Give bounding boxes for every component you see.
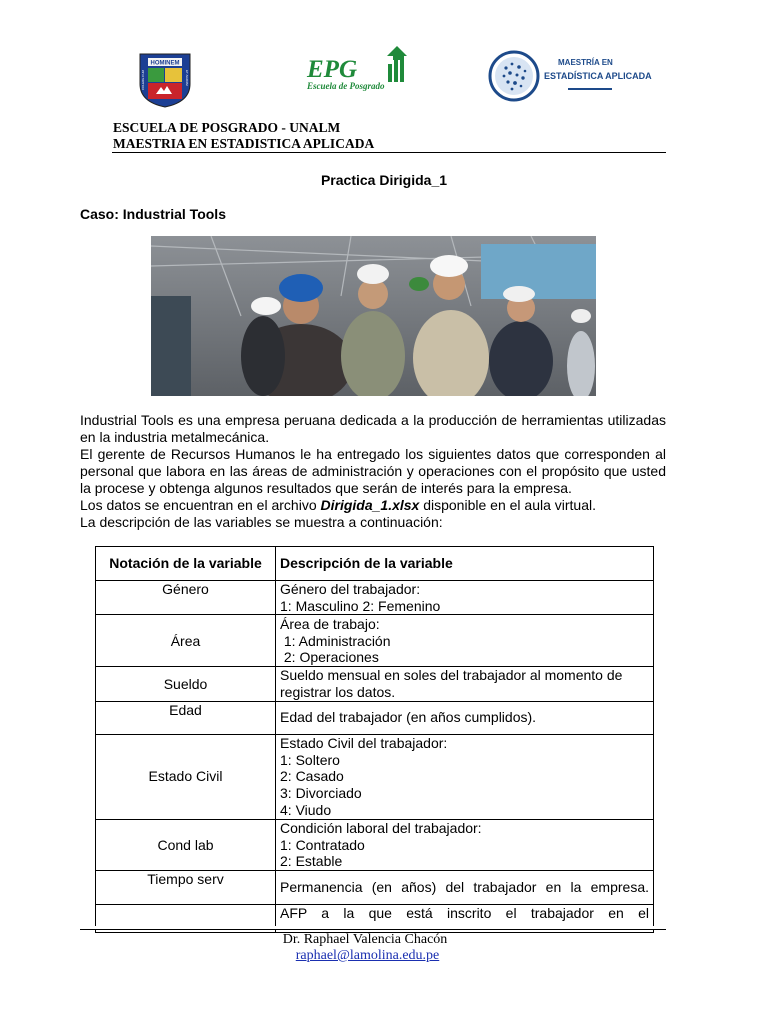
maestria-underline bbox=[568, 88, 612, 90]
case-title: Caso: Industrial Tools bbox=[80, 206, 226, 222]
unalm-motto-top: HOMINEM bbox=[150, 60, 180, 67]
table-row bbox=[96, 701, 654, 734]
row-estado-civil-desc: Estado Civil del trabajador: 1: Soltero 2: Casado 3: Divorciado 4: Viudo bbox=[276, 734, 654, 819]
paragraph-file bbox=[80, 497, 666, 514]
row-sueldo-name: Sueldo bbox=[96, 667, 276, 701]
row-edad-desc: Edad del trabajador (en años cumplidos). bbox=[276, 701, 654, 734]
row-genero-name: Género bbox=[96, 581, 276, 615]
row-afp-desc: AFP a la que está inscrito el trabajador en el bbox=[276, 904, 654, 932]
footer-email-link[interactable]: raphael@lamolina.edu.pe bbox=[295, 948, 440, 963]
table-row bbox=[96, 581, 654, 615]
table-row bbox=[96, 819, 654, 870]
school-name: ESCUELA DE POSGRADO - UNALM bbox=[113, 120, 341, 135]
maestria-logo bbox=[488, 50, 658, 102]
unalm-motto-side: COLERE CUM bbox=[141, 69, 145, 90]
document-title: Practica Dirigida_1 bbox=[320, 172, 448, 188]
body-text bbox=[80, 412, 666, 531]
unalm-motto-right: ET AGRUM bbox=[185, 70, 189, 86]
epg-logo bbox=[303, 46, 411, 94]
header-divider bbox=[112, 152, 666, 153]
row-tiempo-serv-desc: Permanencia (en años) del trabajador en la empresa. bbox=[276, 870, 654, 904]
unalm-logo bbox=[136, 50, 194, 108]
file-name: Dirigida_1.xlsx bbox=[320, 497, 420, 513]
industrial-workers-photo bbox=[151, 236, 596, 396]
row-tiempo-serv-name: Tiempo serv bbox=[96, 870, 276, 904]
paragraph-intro: Industrial Tools es una empresa peruana dedicada a la producción de herramientas utilizadas en la industria metalmecánica. bbox=[80, 412, 666, 445]
row-area-name: Área bbox=[96, 615, 276, 667]
paragraph-variables: La descripción de las variables se muestra a continuación: bbox=[80, 514, 443, 530]
footer-author: Dr. Raphael Valencia Chacón bbox=[282, 932, 448, 947]
row-estado-civil-name: Estado Civil bbox=[96, 734, 276, 819]
header-notation: Notación de la variable bbox=[96, 547, 276, 581]
row-area-desc: Área de trabajo: 1: Administración 2: Operaciones bbox=[276, 615, 654, 667]
maestria-logo-line2: ESTADÍSTICA APLICADA bbox=[544, 71, 652, 81]
epg-logo-text: EPG bbox=[307, 56, 357, 83]
file-text-post: disponible en el aula virtual. bbox=[419, 497, 596, 513]
maestria-logo-line1: MAESTRÍA EN bbox=[558, 58, 613, 67]
photo-industrial-workers-icon bbox=[151, 236, 596, 396]
row-cond-lab-desc: Condición laboral del trabajador: 1: Contratado 2: Estable bbox=[276, 819, 654, 870]
paragraph-context: El gerente de Recursos Humanos le ha entregado los siguientes datos que corresponden al personal que labora en las áreas de administración y operaciones con el propósito que usted la procese y obtenga algunos resultados que serán de interés para la empresa. bbox=[80, 446, 666, 496]
footer-divider bbox=[80, 929, 666, 930]
table-row bbox=[96, 734, 654, 819]
globe-dots-icon bbox=[488, 50, 540, 102]
table-row bbox=[96, 615, 654, 667]
row-genero-desc: Género del trabajador: 1: Masculino 2: Femenino bbox=[276, 581, 654, 615]
header-description: Descripción de la variable bbox=[276, 547, 654, 581]
table-row bbox=[96, 667, 654, 701]
variables-table bbox=[95, 546, 654, 933]
epg-arrow-icon bbox=[385, 46, 409, 84]
row-edad-name: Edad bbox=[96, 701, 276, 734]
row-cond-lab-name: Cond lab bbox=[96, 819, 276, 870]
row-sueldo-desc: Sueldo mensual en soles del trabajador al momento de registrar los datos. bbox=[276, 667, 654, 701]
table-header-row bbox=[96, 547, 654, 581]
epg-logo-subtitle: Escuela de Posgrado bbox=[307, 81, 385, 91]
table-row bbox=[96, 870, 654, 904]
program-name: MAESTRIA EN ESTADISTICA APLICADA bbox=[113, 136, 375, 151]
file-text-pre: Los datos se encuentran en el archivo bbox=[80, 497, 321, 513]
